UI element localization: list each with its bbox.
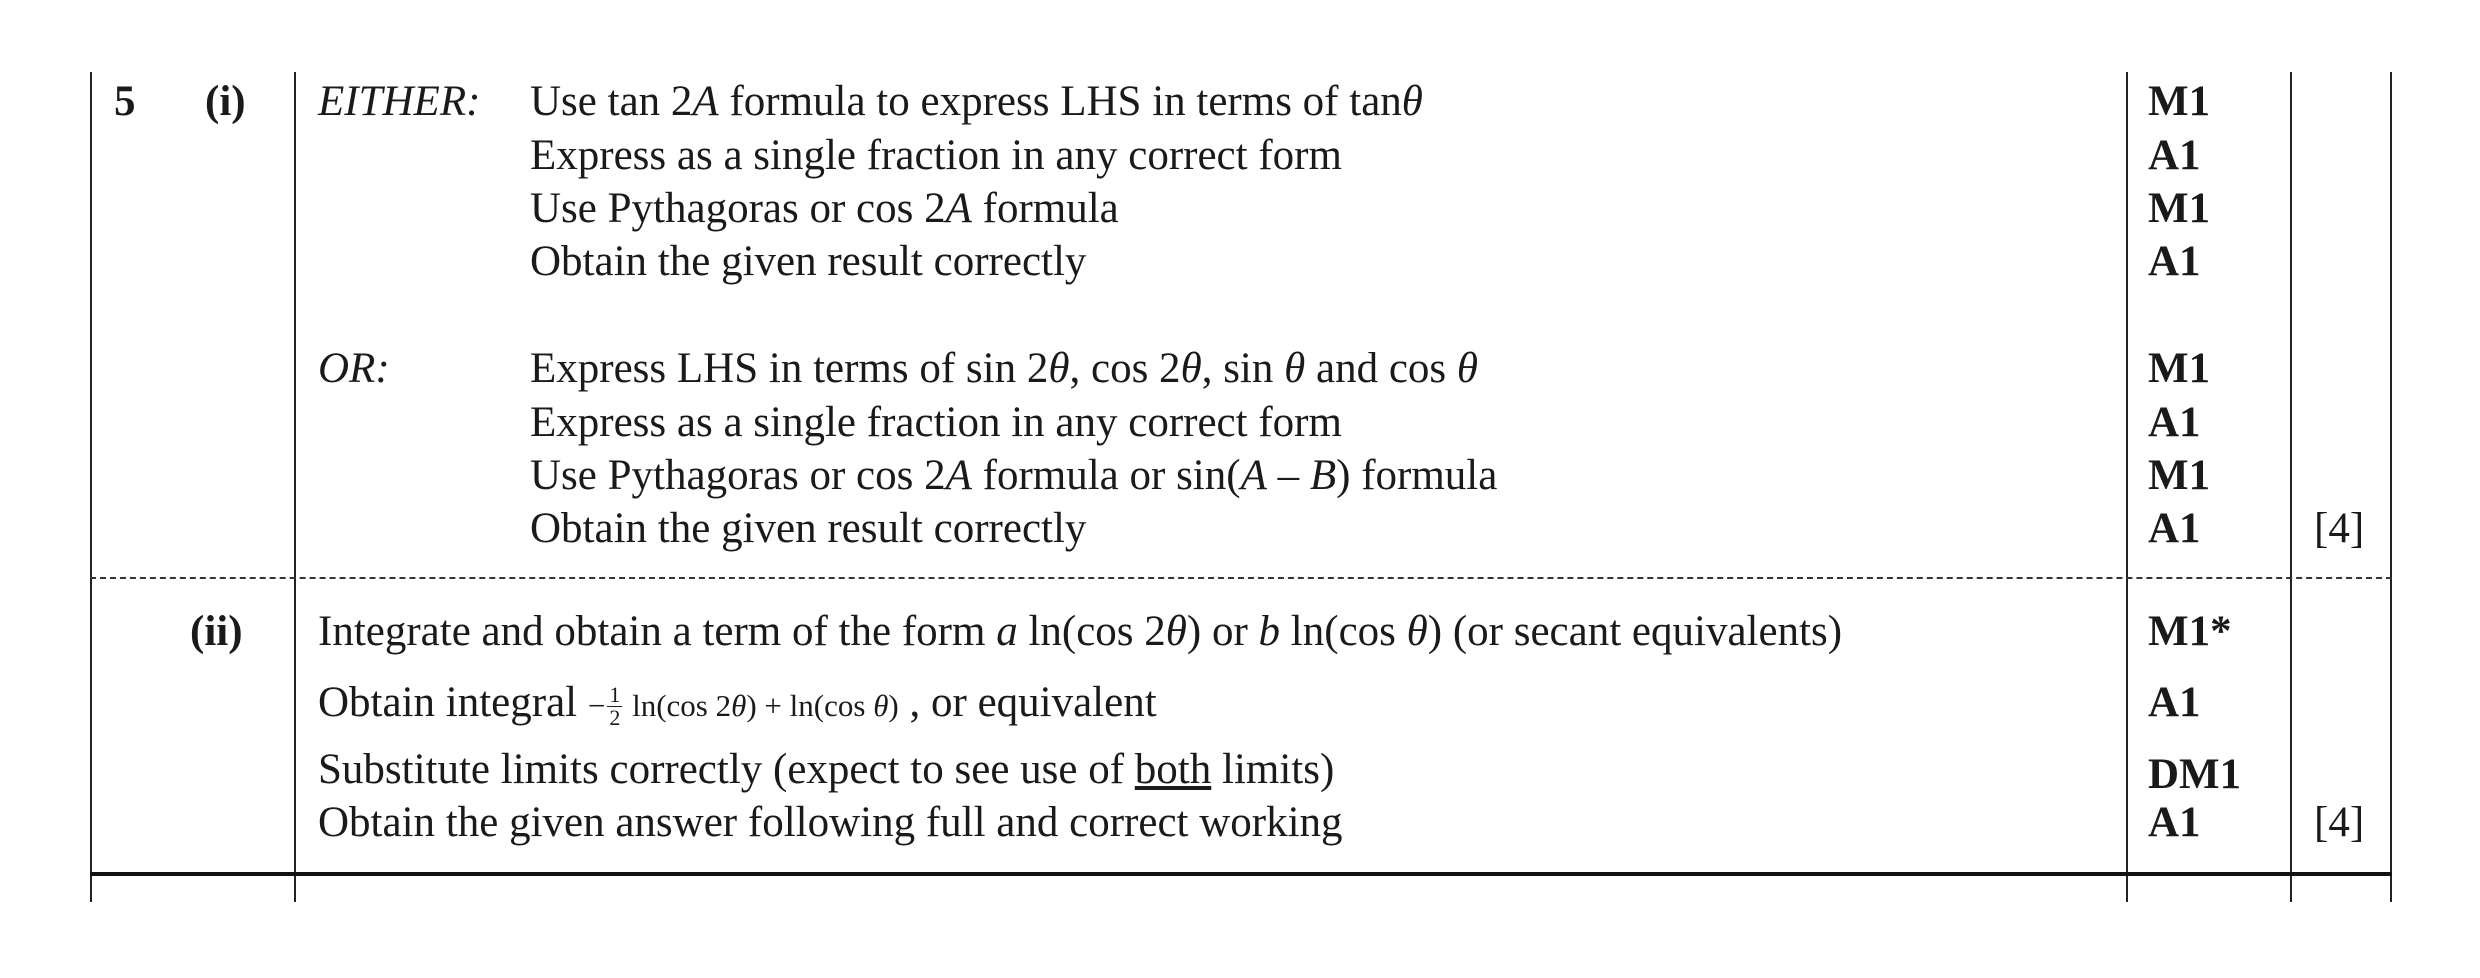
part-i-total: [4] (2314, 505, 2365, 552)
either-step-2: Express as a single fraction in any correct form (530, 132, 1342, 179)
question-bottom-rule (90, 872, 2392, 876)
either-label: EITHER: (318, 78, 481, 125)
or-step-2: Express as a single fraction in any correct form (530, 399, 1342, 446)
part-i-label: (i) (205, 78, 246, 125)
either-mark-4: A1 (2148, 238, 2201, 285)
part-ii-step-2: Obtain integral − $\frac{1}{2}$ ln(cos 2θ) + ln(cos θ) , or equivalent (318, 679, 1157, 730)
part-ii-mark-3: DM1 (2148, 751, 2242, 798)
part-divider-dashed (90, 577, 2392, 579)
either-mark-3: M1 (2148, 185, 2211, 232)
or-step-4: Obtain the given result correctly (530, 505, 1087, 552)
question-column-divider (294, 72, 296, 902)
one-half-fraction: $\frac{1}{2}$ (609, 681, 621, 730)
right-border (2390, 72, 2392, 902)
either-step-3: Use Pythagoras or cos 2A formula (530, 185, 1119, 232)
part-ii-mark-1: M1* (2148, 608, 2232, 655)
part-ii-total: [4] (2314, 799, 2365, 846)
part-ii-mark-2: A1 (2148, 679, 2201, 726)
part-ii-step-4: Obtain the given answer following full and correct working (318, 799, 1343, 846)
left-border (90, 72, 92, 902)
either-mark-2: A1 (2148, 132, 2201, 179)
or-mark-4: A1 (2148, 505, 2201, 552)
either-mark-1: M1 (2148, 78, 2211, 125)
part-ii-mark-4: A1 (2148, 799, 2201, 846)
or-mark-2: A1 (2148, 399, 2201, 446)
mark-column-divider (2126, 72, 2128, 902)
part-ii-label: (ii) (190, 608, 243, 655)
or-step-1: Express LHS in terms of sin 2θ, cos 2θ, sin θ and cos θ (530, 345, 1479, 392)
either-step-4: Obtain the given result correctly (530, 238, 1087, 285)
part-ii-step-3: Substitute limits correctly (expect to see use of both limits) (318, 746, 1335, 793)
either-step-1: Use tan 2A formula to express LHS in terms of tanθ (530, 78, 1423, 125)
total-column-divider (2290, 72, 2292, 902)
question-number: 5 (114, 78, 136, 125)
part-ii-step-1: Integrate and obtain a term of the form a ln(cos 2θ) or b ln(cos θ) (or secant equivalents) (318, 608, 1843, 655)
or-mark-3: M1 (2148, 452, 2211, 499)
or-label: OR: (318, 345, 390, 392)
or-mark-1: M1 (2148, 345, 2211, 392)
or-step-3: Use Pythagoras or cos 2A formula or sin(A – B) formula (530, 452, 1498, 499)
